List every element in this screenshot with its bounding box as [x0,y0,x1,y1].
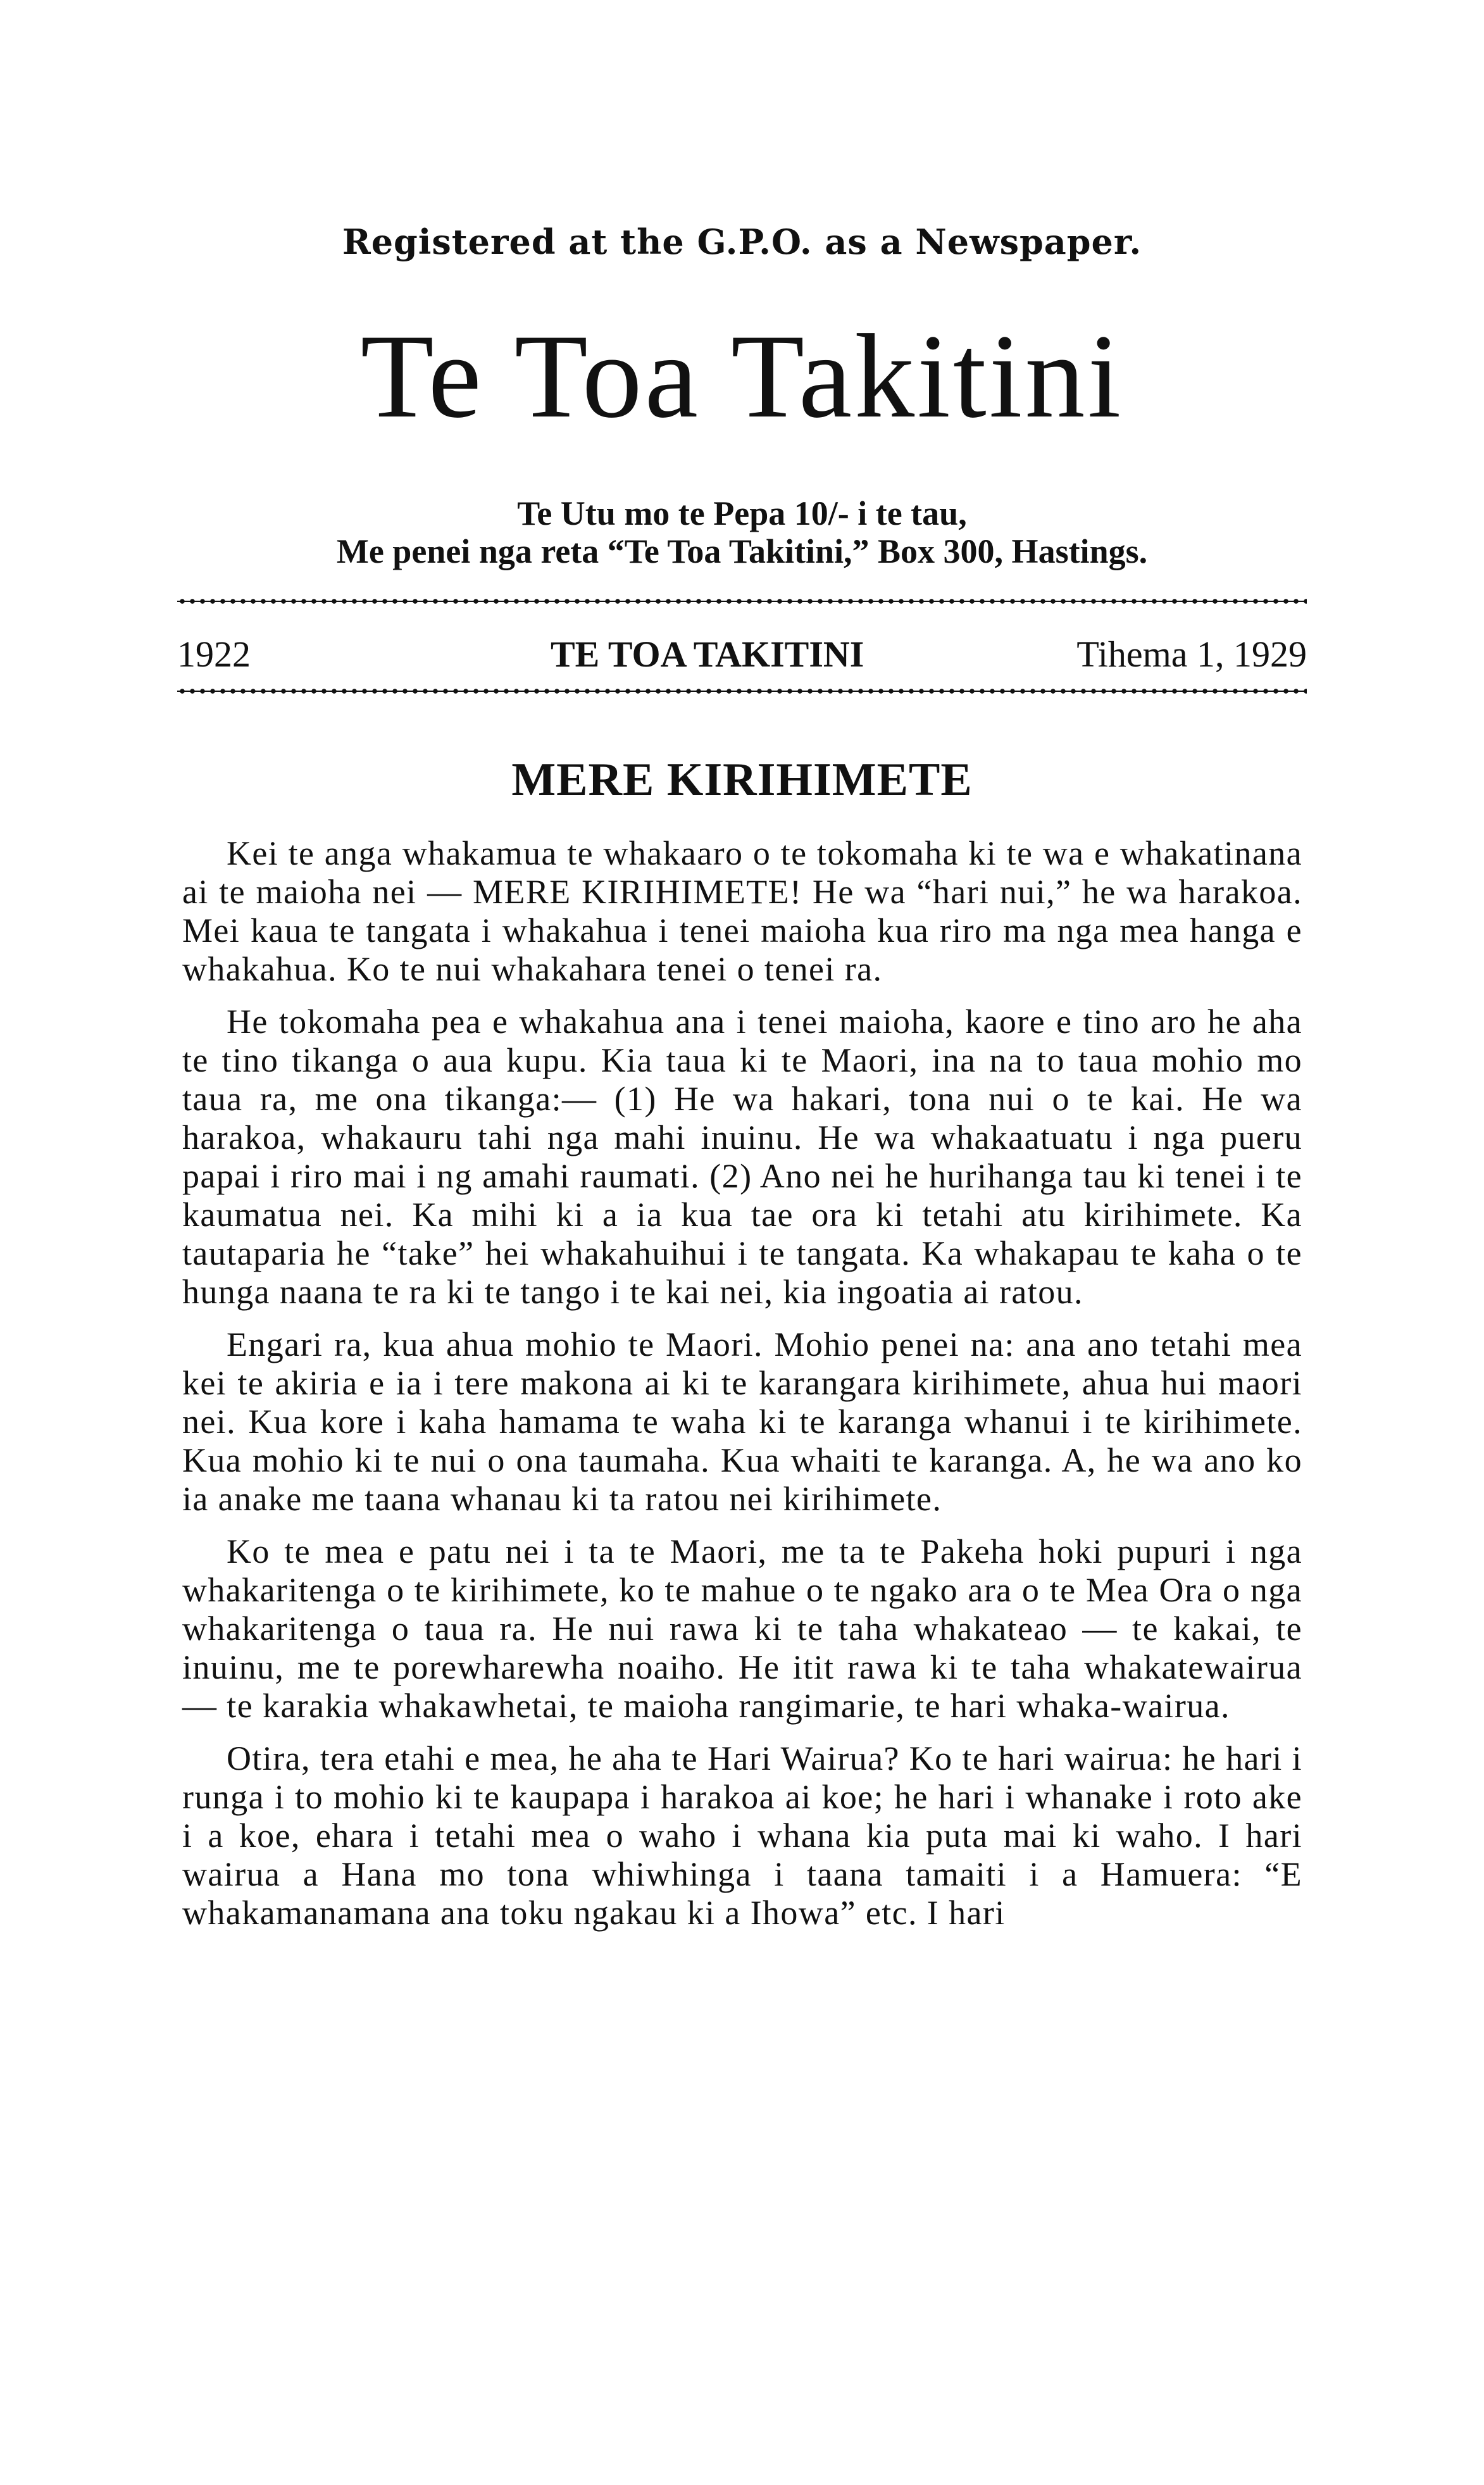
subscription-line: Te Utu mo te Pepa 10/- i te tau, [517,494,967,532]
article-body [182,834,1302,1946]
issue-date: Tihema 1, 1929 [1076,634,1307,675]
article-paragraph: Otira, tera etahi e mea, he aha te Hari Wairua? Ko te hari wairua: he hari i runga i to mohio ki te kaupapa i harakoa ai koe; he hari i whanake i roto ake i a koe, ehara i tetahi mea o waho i whana kia puta mai ki waho. I hari wairua a Hana mo tona whiwhinga i taana tamaiti i a Hamuera: “E whakamanamana ana toku ngakau ki a Ihowa” etc. I hari [182,1739,1302,1932]
article-paragraph: He tokomaha pea e whakahua ana i tenei maioha, kaore e tino aro he aha te tino tikanga o aua kupu. Kia taua ki te Maori, ina na to taua mohio mo taua ra, me ona tikanga:— (1) He wa hakari, tona nui o te kai. He wa harakoa, whakauru tahi nga mahi inuinu. He wa whakaatuatu i nga pueru papai i riro mai i ng amahi raumati. (2) Ano nei he hurihanga tau ki tenei i te kaumatua nei. Ka mihi ki a ia kua tae ora ki tetahi atu kirihimete. Ka tautaparia he “take” hei whakahuihui i te tangata. Ka whakapau te kaha o te hunga naana te ra ki te tango i te kai nei, kia ingoatia ai ratou. [182,1003,1302,1311]
article-paragraph: Ko te mea e patu nei i ta te Maori, me ta te Pakeha hoki pupuri i nga whakaritenga o te kirihimete, ko te mahue o te ngako ara o te Mea Ora o nga whakaritenga o taua ra. He nui rawa ki te taha whakateao — te kakai, te inuinu, me te porewharewha noaiho. He itit rawa ki te taha whakatewairua — te karakia whakawhetai, te maioha rangimarie, te hari whaka-wairua. [182,1532,1302,1725]
masthead-title: Te Toa Takitini [360,310,1124,443]
article-title: MERE KIRIHIMETE [511,754,973,806]
registration-notice: Registered at the G.P.O. as a Newspaper. [342,222,1142,262]
paper-name: TE TOA TAKITINI [551,634,864,675]
dotted-rule-bottom [177,688,1307,694]
volume-number: 1922 [177,634,251,675]
dateline [177,633,1307,677]
dotted-rule-top [177,598,1307,604]
article-paragraph: Kei te anga whakamua te whakaaro o te tokomaha ki te wa e whakatinana ai te maioha nei — MERE KIRIHIMETE! He wa “hari nui,” he wa harakoa. Mei kaua te tangata i whakahua i tenei maioha kua riro ma nga mea hanga e whakahua. Ko te nui whakahara tenei o tenei ra. [182,834,1302,988]
article-paragraph: Engari ra, kua ahua mohio te Maori. Mohio penei na: ana ano tetahi mea kei te akiria e ia i tere makona ai ki te karangara kirihimete, ahua hui maori nei. Kua kore i kaha hamama te waha ki te karanga whanui i te kirihimete. Kua mohio ki te nui o ona taumaha. Kua whaiti te karanga. A, he wa ano ko ia anake me taana whanau ki ta ratou nei kirihimete. [182,1325,1302,1518]
address-line: Me penei nga reta “Te Toa Takitini,” Box 300, Hastings. [336,532,1148,570]
